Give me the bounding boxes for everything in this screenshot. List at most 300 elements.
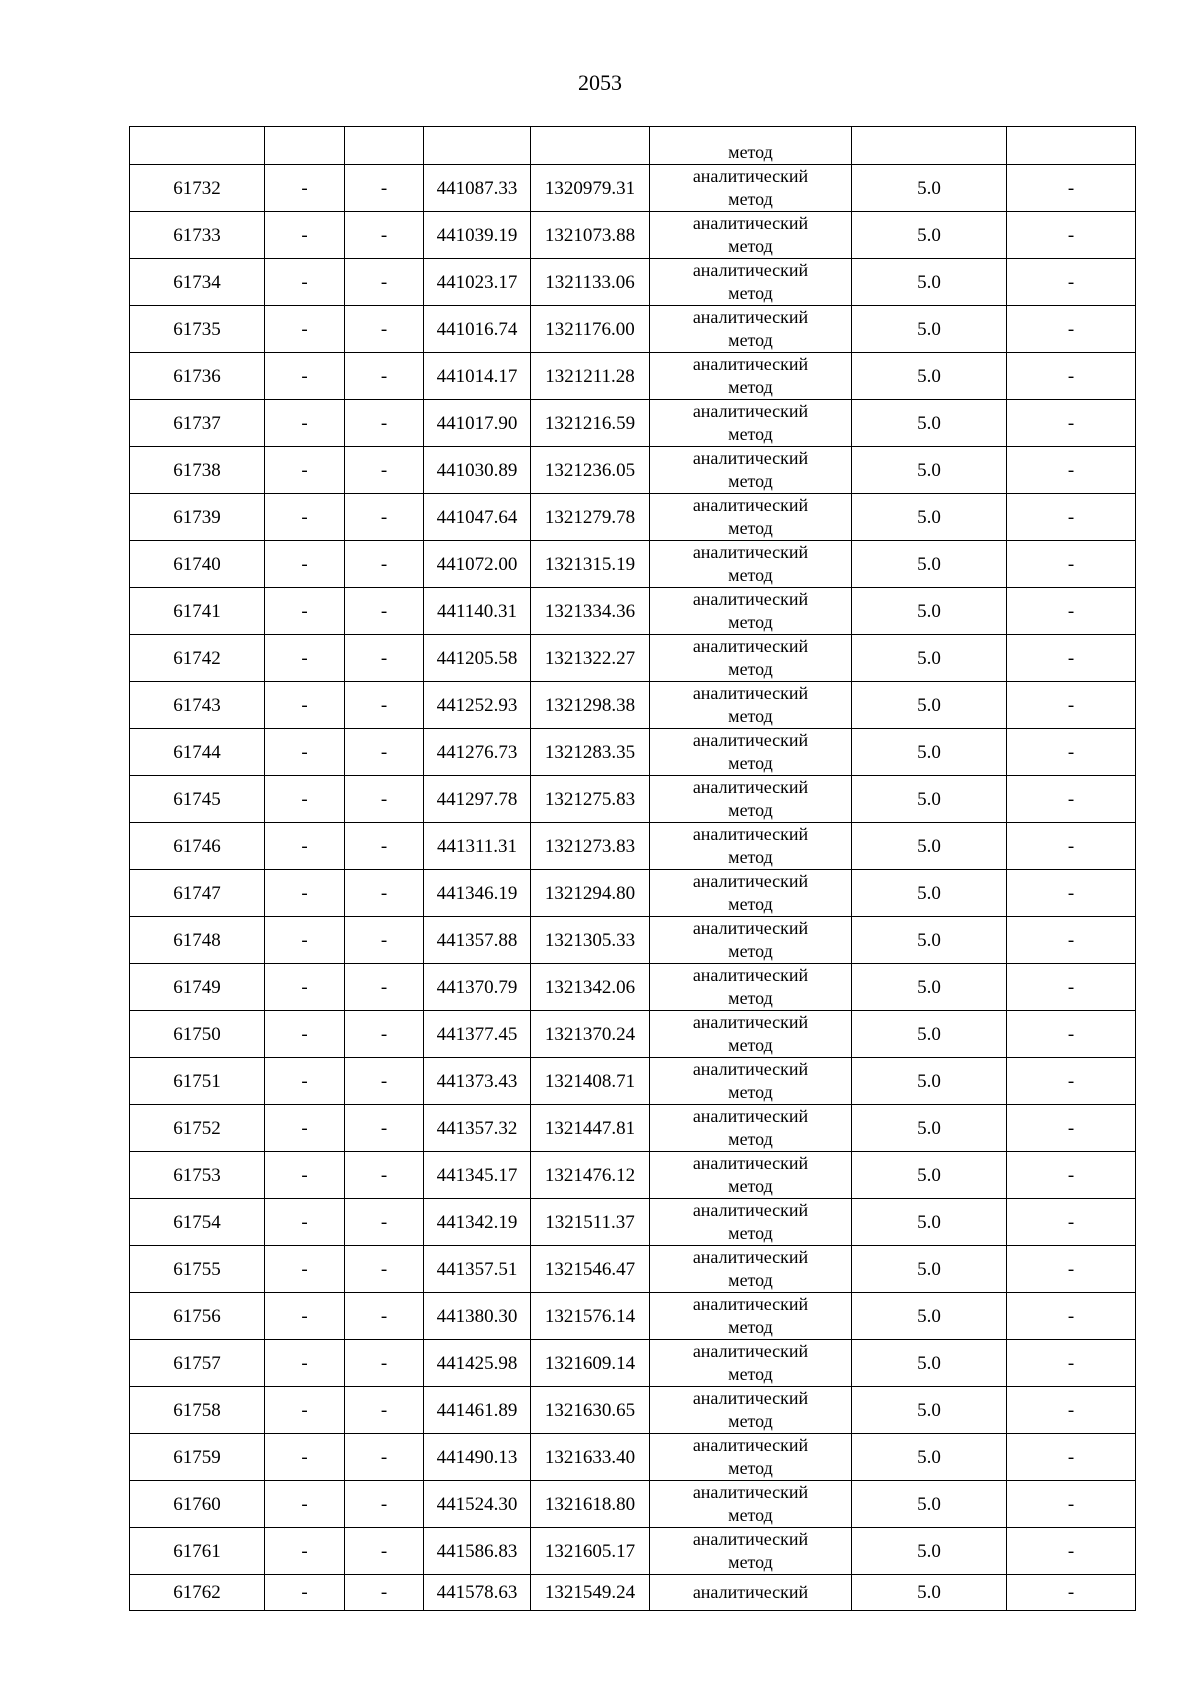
method-line-1: аналитический <box>692 1294 809 1314</box>
cell-col2: - <box>265 1199 345 1246</box>
cell-note: - <box>1007 917 1136 964</box>
cell-col3: - <box>345 1152 424 1199</box>
cell-note: - <box>1007 1481 1136 1528</box>
cell-id: 61745 <box>130 776 265 823</box>
cell-accuracy: 5.0 <box>852 541 1007 588</box>
table-row <box>130 1434 1136 1481</box>
cell-note: - <box>1007 353 1136 400</box>
table-row <box>130 306 1136 353</box>
cell-x: 441425.98 <box>424 1340 531 1387</box>
method-line-1: аналитический <box>692 918 809 938</box>
cell-x: 441490.13 <box>424 1434 531 1481</box>
table-row <box>130 588 1136 635</box>
cell-x: 441342.19 <box>424 1199 531 1246</box>
cell-id: 61759 <box>130 1434 265 1481</box>
method-line-2: метод <box>728 189 773 209</box>
method-line-1: аналитический <box>692 824 809 844</box>
cell-id: 61741 <box>130 588 265 635</box>
cell-x: 441039.19 <box>424 212 531 259</box>
cell-col2: - <box>265 165 345 212</box>
method-line-1: аналитический <box>692 354 809 374</box>
cell-id: 61732 <box>130 165 265 212</box>
cell-accuracy: 5.0 <box>852 1481 1007 1528</box>
cell-accuracy: 5.0 <box>852 165 1007 212</box>
cell-method <box>650 494 852 541</box>
cell-accuracy: 5.0 <box>852 1152 1007 1199</box>
cell-accuracy: 5.0 <box>852 964 1007 1011</box>
cell-x: 441377.45 <box>424 1011 531 1058</box>
table-row <box>130 541 1136 588</box>
cell-col3: - <box>345 400 424 447</box>
cell-x: 441297.78 <box>424 776 531 823</box>
cell-method <box>650 1340 852 1387</box>
table-row <box>130 1058 1136 1105</box>
method-line-1: аналитический <box>692 730 809 750</box>
cell-col3: - <box>345 1293 424 1340</box>
cell-col2: - <box>265 1528 345 1575</box>
cell-accuracy: 5.0 <box>852 1011 1007 1058</box>
cell-id: 61743 <box>130 682 265 729</box>
cell-col2: - <box>265 588 345 635</box>
table-row <box>130 1152 1136 1199</box>
cell-method: аналитический <box>650 1575 852 1611</box>
cell-note <box>1007 127 1136 165</box>
cell-note: - <box>1007 870 1136 917</box>
cell-accuracy: 5.0 <box>852 1575 1007 1611</box>
cell-note: - <box>1007 259 1136 306</box>
cell-method <box>650 447 852 494</box>
cell-col2: - <box>265 306 345 353</box>
page-number: 2053 <box>578 70 622 95</box>
method-line-1: аналитический <box>692 166 809 186</box>
table-row <box>130 917 1136 964</box>
cell-col3: - <box>345 306 424 353</box>
cell-accuracy: 5.0 <box>852 1105 1007 1152</box>
cell-note: - <box>1007 729 1136 776</box>
cell-accuracy: 5.0 <box>852 776 1007 823</box>
cell-note: - <box>1007 964 1136 1011</box>
cell-col3: - <box>345 1058 424 1105</box>
method-line-2: метод <box>728 1082 773 1102</box>
cell-col3 <box>345 127 424 165</box>
method-line-1: аналитический <box>692 1200 809 1220</box>
cell-accuracy: 5.0 <box>852 823 1007 870</box>
method-line-2: метод <box>728 1505 773 1525</box>
cell-col2: - <box>265 212 345 259</box>
cell-method <box>650 729 852 776</box>
cell-note: - <box>1007 635 1136 682</box>
coordinates-table <box>129 126 1136 1611</box>
cell-y: 1321605.17 <box>531 1528 650 1575</box>
method-line-2: метод <box>728 565 773 585</box>
cell-id: 61740 <box>130 541 265 588</box>
cell-col3: - <box>345 212 424 259</box>
cell-note: - <box>1007 306 1136 353</box>
method-line-1: аналитический <box>692 307 809 327</box>
cell-col2: - <box>265 729 345 776</box>
table-row <box>130 353 1136 400</box>
cell-id: 61756 <box>130 1293 265 1340</box>
cell-col3: - <box>345 776 424 823</box>
cell-accuracy <box>852 127 1007 165</box>
table-row <box>130 1293 1136 1340</box>
table-row <box>130 1387 1136 1434</box>
cell-col2: - <box>265 1387 345 1434</box>
cell-accuracy: 5.0 <box>852 729 1007 776</box>
cell-method <box>650 400 852 447</box>
cell-accuracy: 5.0 <box>852 588 1007 635</box>
cell-col3: - <box>345 541 424 588</box>
cell-id: 61735 <box>130 306 265 353</box>
cell-col2: - <box>265 400 345 447</box>
cell-id: 61749 <box>130 964 265 1011</box>
cell-x: 441586.83 <box>424 1528 531 1575</box>
method-line-2: метод <box>728 612 773 632</box>
cell-col2: - <box>265 1340 345 1387</box>
cell-col2: - <box>265 917 345 964</box>
cell-col2: - <box>265 682 345 729</box>
cell-id: 61755 <box>130 1246 265 1293</box>
cell-id: 61739 <box>130 494 265 541</box>
cell-col3: - <box>345 1246 424 1293</box>
method-line-2: метод <box>728 1317 773 1337</box>
cell-col3: - <box>345 1575 424 1611</box>
cell-y: 1321133.06 <box>531 259 650 306</box>
cell-accuracy: 5.0 <box>852 212 1007 259</box>
table-row-continued <box>130 127 1136 165</box>
cell-y: 1321176.00 <box>531 306 650 353</box>
cell-y: 1321576.14 <box>531 1293 650 1340</box>
cell-id: 61757 <box>130 1340 265 1387</box>
method-line-1: аналитический <box>692 1388 809 1408</box>
method-line-1: аналитический <box>692 1012 809 1032</box>
method-line-1: аналитический <box>692 401 809 421</box>
method-line-2: метод <box>728 1411 773 1431</box>
method-line-2: метод <box>728 236 773 256</box>
cell-id: 61750 <box>130 1011 265 1058</box>
cell-note: - <box>1007 1246 1136 1293</box>
cell-y: 1321511.37 <box>531 1199 650 1246</box>
cell-method <box>650 1011 852 1058</box>
table-row <box>130 447 1136 494</box>
cell-note: - <box>1007 1387 1136 1434</box>
cell-col3: - <box>345 588 424 635</box>
cell-y: 1321305.33 <box>531 917 650 964</box>
cell-note: - <box>1007 1293 1136 1340</box>
table-row <box>130 212 1136 259</box>
method-line-2: метод <box>728 1458 773 1478</box>
table-body <box>130 127 1136 1611</box>
cell-col2: - <box>265 1481 345 1528</box>
cell-col3: - <box>345 1199 424 1246</box>
cell-y: 1321236.05 <box>531 447 650 494</box>
method-line-2: метод <box>728 753 773 773</box>
table-row <box>130 1481 1136 1528</box>
cell-x: 441276.73 <box>424 729 531 776</box>
cell-col3: - <box>345 682 424 729</box>
cell-y: 1321211.28 <box>531 353 650 400</box>
cell-x: 441345.17 <box>424 1152 531 1199</box>
cell-accuracy: 5.0 <box>852 1340 1007 1387</box>
method-line-2: метод <box>728 283 773 303</box>
cell-y: 1321342.06 <box>531 964 650 1011</box>
cell-accuracy: 5.0 <box>852 1058 1007 1105</box>
cell-note: - <box>1007 447 1136 494</box>
table-row <box>130 635 1136 682</box>
cell-y: 1321216.59 <box>531 400 650 447</box>
cell-accuracy: 5.0 <box>852 635 1007 682</box>
cell-col2: - <box>265 1434 345 1481</box>
method-line-1: аналитический <box>692 589 809 609</box>
method-line-2: метод <box>728 1364 773 1384</box>
cell-method <box>650 588 852 635</box>
cell-accuracy: 5.0 <box>852 400 1007 447</box>
cell-accuracy: 5.0 <box>852 306 1007 353</box>
cell-accuracy: 5.0 <box>852 494 1007 541</box>
cell-id: 61754 <box>130 1199 265 1246</box>
cell-col3: - <box>345 259 424 306</box>
cell-x: 441023.17 <box>424 259 531 306</box>
method-line-2: метод <box>728 847 773 867</box>
cell-note: - <box>1007 212 1136 259</box>
cell-x: 441357.51 <box>424 1246 531 1293</box>
method-line-1: аналитический <box>692 636 809 656</box>
method-line-2: метод <box>728 1552 773 1572</box>
cell-col2: - <box>265 494 345 541</box>
cell-y: 1321298.38 <box>531 682 650 729</box>
cell-col2: - <box>265 1575 345 1611</box>
method-line-2: метод <box>728 1176 773 1196</box>
cell-accuracy: 5.0 <box>852 917 1007 964</box>
cell-method <box>650 1199 852 1246</box>
cell-method <box>650 1528 852 1575</box>
cell-x: 441373.43 <box>424 1058 531 1105</box>
cell-y: 1321370.24 <box>531 1011 650 1058</box>
cell-y: 1321294.80 <box>531 870 650 917</box>
cell-col2: - <box>265 259 345 306</box>
table-row <box>130 1246 1136 1293</box>
cell-method <box>650 635 852 682</box>
method-line-2: метод <box>728 800 773 820</box>
cell-y: 1321447.81 <box>531 1105 650 1152</box>
method-line-1: аналитический <box>692 448 809 468</box>
cell-col3: - <box>345 635 424 682</box>
cell-id: 61760 <box>130 1481 265 1528</box>
method-line-2: метод <box>728 377 773 397</box>
cell-x: 441380.30 <box>424 1293 531 1340</box>
cell-note: - <box>1007 588 1136 635</box>
table-row <box>130 1105 1136 1152</box>
table-row <box>130 870 1136 917</box>
table-row <box>130 494 1136 541</box>
cell-method <box>650 353 852 400</box>
cell-x: 441357.88 <box>424 917 531 964</box>
cell-id: 61751 <box>130 1058 265 1105</box>
cell-accuracy: 5.0 <box>852 1528 1007 1575</box>
cell-method <box>650 259 852 306</box>
table-row <box>130 964 1136 1011</box>
method-line-1: аналитический <box>692 1435 809 1455</box>
cell-x: 441030.89 <box>424 447 531 494</box>
cell-x: 441357.32 <box>424 1105 531 1152</box>
cell-x: 441014.17 <box>424 353 531 400</box>
cell-y: 1321073.88 <box>531 212 650 259</box>
cell-x: 441370.79 <box>424 964 531 1011</box>
cell-id: 61742 <box>130 635 265 682</box>
cell-method <box>650 870 852 917</box>
table-row <box>130 1011 1136 1058</box>
cell-method <box>650 1152 852 1199</box>
cell-note: - <box>1007 541 1136 588</box>
table-row <box>130 729 1136 776</box>
cell-x: 441346.19 <box>424 870 531 917</box>
cell-x <box>424 127 531 165</box>
cell-id: 61752 <box>130 1105 265 1152</box>
cell-method <box>650 1434 852 1481</box>
cell-x: 441087.33 <box>424 165 531 212</box>
cell-accuracy: 5.0 <box>852 353 1007 400</box>
cell-col2: - <box>265 776 345 823</box>
cell-y: 1321279.78 <box>531 494 650 541</box>
method-line-2: метод <box>728 988 773 1008</box>
cell-accuracy: 5.0 <box>852 447 1007 494</box>
cell-method <box>650 917 852 964</box>
cell-id: 61758 <box>130 1387 265 1434</box>
table-row <box>130 259 1136 306</box>
method-line-1: аналитический <box>692 965 809 985</box>
table-row <box>130 823 1136 870</box>
cell-x: 441524.30 <box>424 1481 531 1528</box>
cell-x: 441016.74 <box>424 306 531 353</box>
cell-note: - <box>1007 776 1136 823</box>
cell-method <box>650 165 852 212</box>
cell-method <box>650 1387 852 1434</box>
cell-method <box>650 964 852 1011</box>
cell-col2: - <box>265 823 345 870</box>
cell-y: 1321283.35 <box>531 729 650 776</box>
cell-x: 441252.93 <box>424 682 531 729</box>
cell-col3: - <box>345 1528 424 1575</box>
cell-id: 61733 <box>130 212 265 259</box>
cell-col2: - <box>265 353 345 400</box>
cell-x: 441072.00 <box>424 541 531 588</box>
method-line-1: аналитический <box>692 1247 809 1267</box>
cell-col3: - <box>345 917 424 964</box>
cell-accuracy: 5.0 <box>852 870 1007 917</box>
cell-col2: - <box>265 1246 345 1293</box>
cell-col3: - <box>345 964 424 1011</box>
table-row <box>130 682 1136 729</box>
method-line-2: метод <box>728 659 773 679</box>
method-line-1: аналитический <box>692 777 809 797</box>
cell-col2: - <box>265 1293 345 1340</box>
method-line-2: метод <box>728 706 773 726</box>
method-line-1: аналитический <box>692 1529 809 1549</box>
cell-note: - <box>1007 400 1136 447</box>
method-line-2: метод <box>728 894 773 914</box>
cell-col2: - <box>265 1105 345 1152</box>
method-line-1: аналитический <box>692 683 809 703</box>
cell-col3: - <box>345 823 424 870</box>
cell-col3: - <box>345 1434 424 1481</box>
method-line-2: метод <box>728 471 773 491</box>
cell-accuracy: 5.0 <box>852 1246 1007 1293</box>
cell-id: 61762 <box>130 1575 265 1611</box>
cell-col3: - <box>345 1340 424 1387</box>
cell-col3: - <box>345 1481 424 1528</box>
cell-x: 441140.31 <box>424 588 531 635</box>
cell-method <box>650 823 852 870</box>
cell-y: 1321275.83 <box>531 776 650 823</box>
cell-col3: - <box>345 494 424 541</box>
cell-id: 61734 <box>130 259 265 306</box>
cell-note: - <box>1007 1058 1136 1105</box>
cell-method <box>650 682 852 729</box>
cell-accuracy: 5.0 <box>852 1434 1007 1481</box>
cell-x: 441047.64 <box>424 494 531 541</box>
cell-accuracy: 5.0 <box>852 1293 1007 1340</box>
cell-method <box>650 306 852 353</box>
table-row-partial <box>130 1575 1136 1611</box>
cell-id: 61737 <box>130 400 265 447</box>
cell-y: 1321630.65 <box>531 1387 650 1434</box>
cell-y: 1321609.14 <box>531 1340 650 1387</box>
cell-method <box>650 1105 852 1152</box>
cell-col3: - <box>345 729 424 776</box>
cell-y: 1321322.27 <box>531 635 650 682</box>
table-row <box>130 165 1136 212</box>
cell-col2: - <box>265 447 345 494</box>
cell-note: - <box>1007 494 1136 541</box>
cell-note: - <box>1007 1199 1136 1246</box>
table-row <box>130 1528 1136 1575</box>
cell-col2: - <box>265 964 345 1011</box>
cell-col2 <box>265 127 345 165</box>
cell-note: - <box>1007 1105 1136 1152</box>
cell-note: - <box>1007 1528 1136 1575</box>
cell-col2: - <box>265 1011 345 1058</box>
cell-y <box>531 127 650 165</box>
method-line-1: аналитический <box>692 495 809 515</box>
cell-col2: - <box>265 635 345 682</box>
cell-col3: - <box>345 353 424 400</box>
cell-method <box>650 1246 852 1293</box>
cell-id: 61746 <box>130 823 265 870</box>
cell-y: 1321549.24 <box>531 1575 650 1611</box>
method-line-2: метод <box>728 330 773 350</box>
cell-y: 1321315.19 <box>531 541 650 588</box>
cell-id: 61748 <box>130 917 265 964</box>
cell-method <box>650 212 852 259</box>
cell-x: 441578.63 <box>424 1575 531 1611</box>
cell-y: 1321618.80 <box>531 1481 650 1528</box>
cell-y: 1321273.83 <box>531 823 650 870</box>
method-line-1: аналитический <box>692 1341 809 1361</box>
cell-accuracy: 5.0 <box>852 1387 1007 1434</box>
cell-accuracy: 5.0 <box>852 259 1007 306</box>
cell-note: - <box>1007 1434 1136 1481</box>
method-line-2: метод <box>728 941 773 961</box>
cell-note: - <box>1007 823 1136 870</box>
method-line-2: метод <box>728 1129 773 1149</box>
method-line-2: метод <box>728 1270 773 1290</box>
table-row <box>130 1340 1136 1387</box>
cell-col3: - <box>345 165 424 212</box>
method-line-1: аналитический <box>692 1106 809 1126</box>
cell-id: 61736 <box>130 353 265 400</box>
cell-col2: - <box>265 1152 345 1199</box>
method-line-2: метод <box>728 424 773 444</box>
